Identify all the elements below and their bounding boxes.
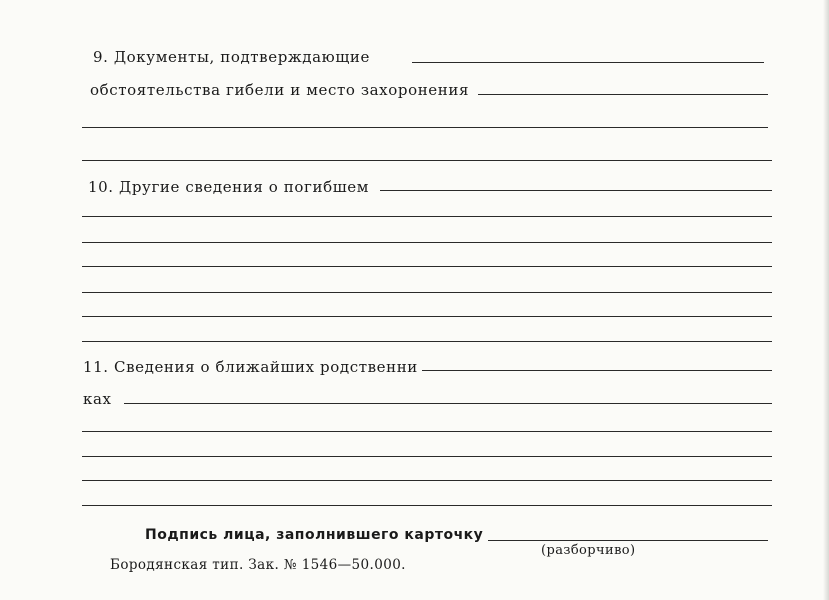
section-11-fill-line-6[interactable] [82,505,772,506]
page-edge-shadow [823,0,829,600]
section-11-label: 11. Сведения о ближайших родственни [83,358,418,376]
section-9-fill-line-2[interactable] [478,94,768,95]
section-9-label: 9. Документы, подтверждающие [93,48,370,66]
section-11-fill-line-3[interactable] [82,431,772,432]
signature-label: Подпись лица, заполнившего карточку [145,527,484,543]
section-10-fill-line-3[interactable] [82,242,772,243]
section-11-fill-line-2[interactable] [124,403,772,404]
section-11-fill-line-1[interactable] [422,370,772,371]
signature-hint: (разборчиво) [541,543,636,558]
section-10-fill-line-2[interactable] [82,216,772,217]
printer-imprint: Бородянская тип. Зак. № 1546—50.000. [110,557,406,573]
section-9-label-cont: обстоятельства гибели и место захоронения [90,81,470,99]
section-10-fill-line-7[interactable] [82,341,772,342]
section-10-fill-line-4[interactable] [82,266,772,267]
section-10-fill-line-6[interactable] [82,316,772,317]
section-11-fill-line-5[interactable] [82,480,772,481]
section-9-fill-line-3[interactable] [82,127,768,128]
section-9-fill-line-4[interactable] [82,160,772,161]
section-10-label: 10. Другие сведения о погибшем [88,178,370,196]
section-11-label-cont: ках [83,390,112,408]
section-10-fill-line-1[interactable] [380,190,772,191]
section-9-fill-line-1[interactable] [412,62,764,63]
section-11-fill-line-4[interactable] [82,456,772,457]
signature-line[interactable] [488,540,768,541]
section-10-fill-line-5[interactable] [82,292,772,293]
